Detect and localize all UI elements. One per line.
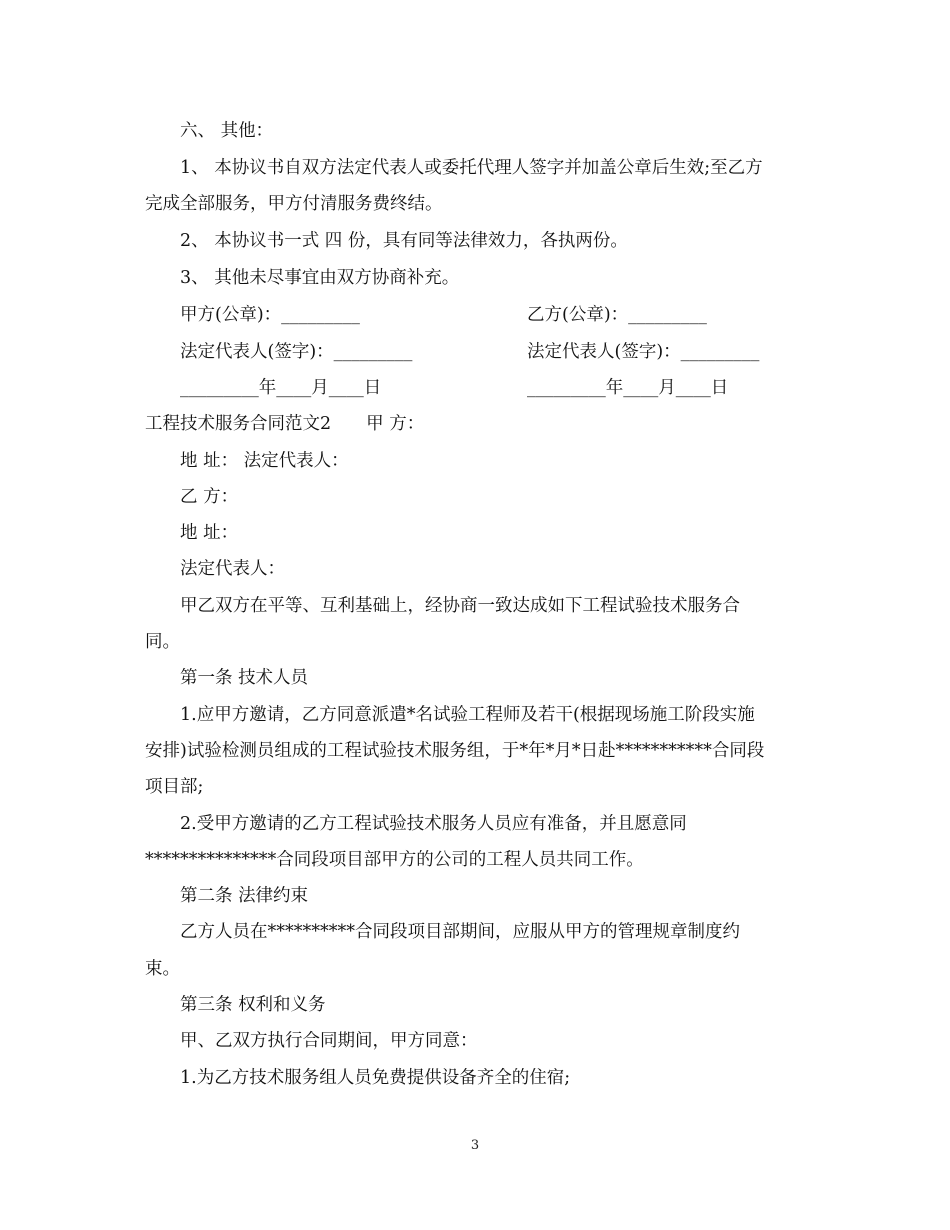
party-b-seal: 乙方(公章)：_________ (527, 305, 707, 325)
article-1-item-1-end: 项目部; (145, 777, 204, 797)
party-b-date: _________年____月____日 (527, 378, 729, 398)
article-1-item-1-continued: 安排)试验检测员组成的工程试验技术服务组，于*年*月*日赴***********合同段 (145, 741, 765, 761)
preamble: 甲乙双方在平等、互利基础上，经协商一致达成如下工程试验技术服务合 (180, 596, 740, 616)
article-2-text: 乙方人员在**********合同段项目部期间，应服从甲方的管理规章制度约 (180, 922, 740, 942)
party-a-seal: 甲方(公章)：_________ (180, 305, 360, 325)
page-number: 3 (470, 1138, 480, 1153)
party-b: 乙 方： (180, 487, 239, 507)
article-2-text-continued: 束。 (145, 959, 180, 979)
clause-1: 1、 本协议书自双方法定代表人或委托代理人签字并加盖公章后生效;至乙方 (180, 158, 763, 178)
article-3-heading: 第三条 权利和义务 (180, 995, 326, 1015)
contract-title-party-a: 工程技术服务合同范文2 甲 方： (145, 414, 425, 434)
party-b-representative: 法定代表人(签字)：_________ (527, 342, 760, 362)
article-3-intro: 甲、乙双方执行合同期间，甲方同意： (180, 1031, 478, 1051)
clause-2: 2、 本协议书一式 四 份，具有同等法律效力，各执两份。 (180, 231, 628, 251)
clause-1-continued: 完成全部服务，甲方付清服务费终结。 (145, 194, 443, 214)
article-1-item-2-continued: ***************合同段项目部甲方的公司的工程人员共同工作。 (145, 850, 644, 870)
article-2-heading: 第二条 法律约束 (180, 886, 309, 906)
address-representative: 地 址： 法定代表人： (180, 451, 349, 471)
section-heading-other: 六、 其他： (180, 121, 274, 141)
article-1-item-1: 1.应甲方邀请，乙方同意派遣*名试验工程师及若干(根据现场施工阶段实施 (180, 705, 755, 725)
address: 地 址： (180, 523, 239, 543)
legal-representative: 法定代表人： (180, 559, 285, 579)
clause-3: 3、 其他未尽事宜由双方协商补充。 (180, 268, 460, 288)
preamble-continued: 同。 (145, 632, 180, 652)
article-1-item-2: 2.受甲方邀请的乙方工程试验技术服务人员应有准备，并且愿意同 (180, 814, 687, 834)
party-a-representative: 法定代表人(签字)：_________ (180, 342, 413, 362)
article-3-item-1: 1.为乙方技术服务组人员免费提供设备齐全的住宿; (180, 1068, 571, 1088)
party-a-date: _________年____月____日 (180, 378, 382, 398)
article-1-heading: 第一条 技术人员 (180, 668, 309, 688)
